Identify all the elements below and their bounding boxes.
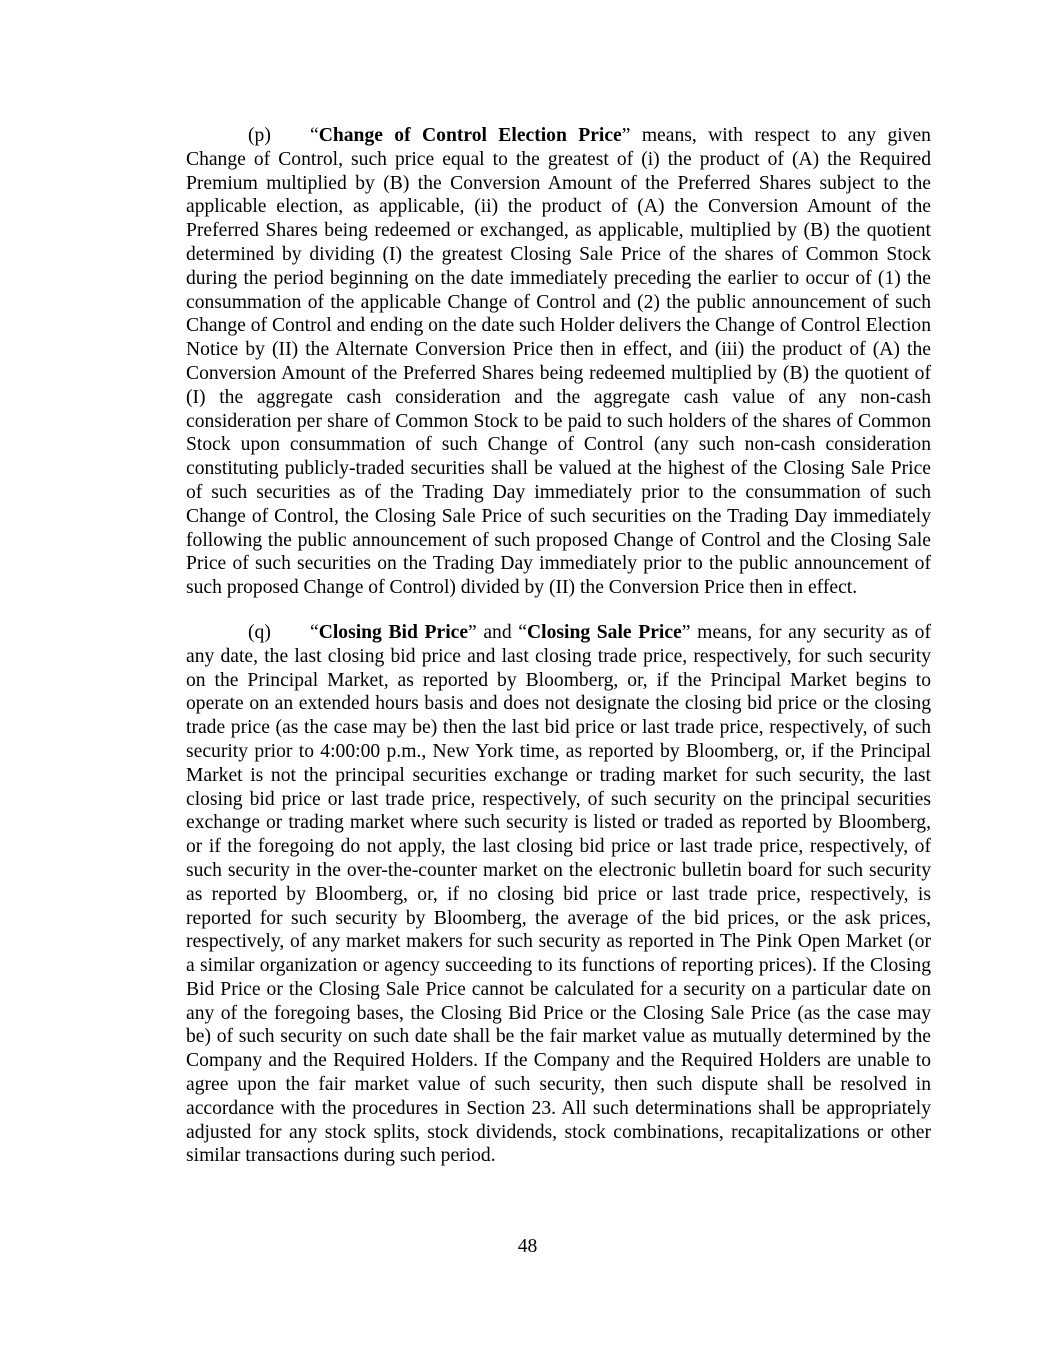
close-quote: ”: [681, 621, 691, 643]
page-number: 48: [517, 1236, 538, 1257]
definition-text: means, for any security as of any date, the last closing bid price and last closing trade price, respectively, for such security on the Principal Market, as reported by Bloomberg, or, if the Principal Market begins to operate on an extended hours basis and does not designate the closing bid price or the closing trade price (as the case may be) then the last bid price or last trade price, respectively, of such security prior to 4:00:00 p.m., New York time, as reported by Bloomberg, or, if the Principal Market is not the principal securities exchange or trading market for such security, the last closing bid price or last trade price, respectively, of such security on the principal securities exchange or trading market where such security is listed or traded as reported by Bloomberg, or if the foregoing do not apply, the last closing bid price or last trade price, respectively, of such security in the over-the-counter market on the electronic bulletin board for such security as reported by Bloomberg, or, if no closing bid price or last trade price, respectively, is reported for such security by Bloomberg, the average of the bid prices, or the ask prices, respectively, of any market makers for such security as reported in The Pink Open Market (or a similar organization or agency succeeding to its functions of reporting prices). If the Closing Bid Price or the Closing Sale Price cannot be calculated for a security on a particular date on any of the foregoing bases, the Closing Bid Price or the Closing Sale Price (as the case may be) of such security on such date shall be the fair market value as mutually determined by the Company and the Required Holders. If the Company and the Required Holders are unable to agree upon the fair market value of such security, then such dispute shall be resolved in accordance with the procedures in Section 23. All such determinations shall be appropriately adjusted for any stock splits, stock dividends, stock combinations, recapitalizations or other similar transactions during such period.: [186, 621, 931, 1167]
defined-term: Change of Control Election Price: [318, 125, 622, 146]
paragraph-label: (q): [248, 621, 271, 643]
definition-text: means, with respect to any given Change of Control, such price equal to the greatest of (i) the product of (A) the Required Premium multiplied by (B) the Conversion Amount of the Preferred Shares subject to the applicable election, as applicable, (ii) the product of (A) the Conversion Amount of the Preferred Shares being redeemed or exchanged, as applicable, multiplied by (B) the quotient determined by dividing (I) the greatest Closing Sale Price of the shares of Common Stock during the period beginning on the date immediately preceding the earlier to occur of (1) the consummation of the applicable Change of Control and (2) the public announcement of such Change of Control and ending on the date such Holder delivers the Change of Control Election Notice by (II) the Alternate Conversion Price then in effect, and (iii) the product of (A) the Conversion Amount of the Preferred Shares being redeemed multiplied by (B) the quotient of (I) the aggregate cash consideration and the aggregate cash value of any non-cash consideration per share of Common Stock to be paid to such holders of the shares of Common Stock upon consummation of such Change of Control (any such non-cash consideration constituting publicly-traded securities shall be valued at the highest of the Closing Sale Price of such securities as of the Trading Day immediately prior to the consummation of such Change of Control, the Closing Sale Price of such securities on the Trading Day immediately following the public announcement of such proposed Change of Control and the Closing Sale Price of such securities on the Trading Day immediately prior to the public announcement of such proposed Change of Control) divided by (II) the Conversion Price then in effect.: [186, 125, 931, 599]
paragraph-label: (p): [248, 125, 271, 146]
open-quote: “: [310, 125, 319, 146]
term-connector: ” and “: [468, 621, 527, 643]
open-quote: “: [310, 621, 319, 643]
defined-term: Closing Bid Price: [318, 621, 469, 643]
close-quote: ”: [621, 125, 631, 146]
definition-paragraph-p: [186, 124, 931, 600]
defined-term-secondary: Closing Sale Price: [526, 621, 682, 643]
document-body: [186, 124, 931, 1168]
definition-paragraph-q: [186, 621, 931, 1168]
